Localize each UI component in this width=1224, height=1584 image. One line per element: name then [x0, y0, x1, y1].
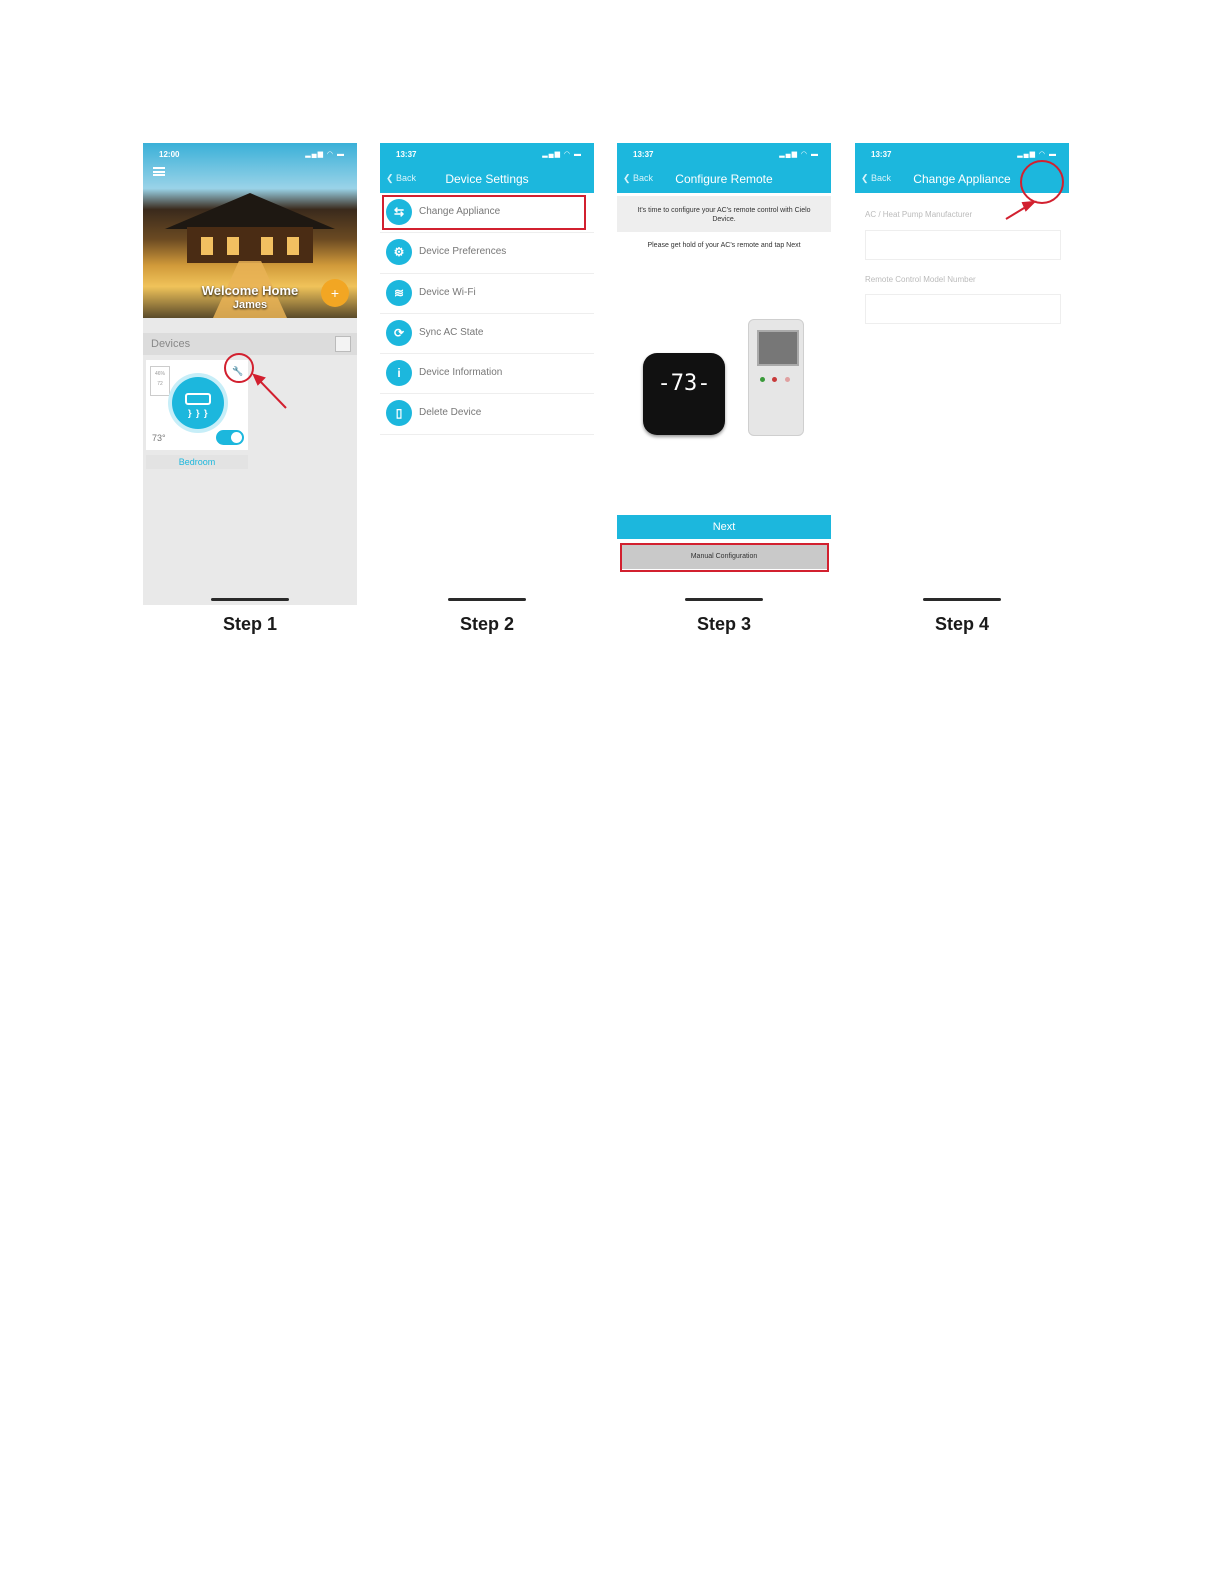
airflow-icon: } } }	[188, 408, 209, 418]
device-power-toggle[interactable]	[216, 430, 244, 445]
welcome-hero-image	[143, 143, 357, 318]
status-bar	[380, 143, 594, 165]
settings-item-label: Device Wi-Fi	[419, 286, 476, 298]
step3-label: Step 3	[696, 614, 752, 634]
settings-item-device-preferences[interactable]	[380, 233, 594, 273]
back-button[interactable]: ❮ Back	[861, 173, 892, 183]
back-button[interactable]: ❮ Back	[623, 173, 654, 183]
settings-item-device-wifi[interactable]	[380, 274, 594, 314]
devices-header-label: Devices	[151, 338, 191, 350]
settings-item-label: Sync AC State	[419, 326, 484, 338]
status-time: 13:37	[871, 150, 892, 159]
back-button[interactable]: ❮ Back	[386, 173, 417, 183]
info-icon: i	[386, 360, 412, 386]
home-indicator	[685, 598, 763, 601]
mini-thermostat-icon	[150, 366, 170, 396]
model-number-label: Remote Control Model Number	[865, 275, 976, 284]
wifi-icon: ≋	[386, 280, 412, 306]
status-time: 12:00	[159, 150, 180, 159]
home-indicator	[448, 598, 526, 601]
settings-item-device-information[interactable]	[380, 354, 594, 394]
status-icons: ▂▄▆ ◠ ▬	[1017, 151, 1057, 158]
remote-button-icon	[760, 377, 765, 382]
device-temperature: 73°	[152, 433, 166, 443]
ac-body-icon	[185, 393, 211, 405]
ac-unit-icon[interactable]	[172, 377, 224, 429]
sync-icon: ⟳	[386, 320, 412, 346]
next-button[interactable]: Next	[617, 515, 831, 539]
configure-info-box: It's time to configure your AC's remote control with Cielo Device.	[617, 196, 831, 232]
change-appliance-highlight-box	[382, 195, 586, 230]
hut-window	[201, 237, 213, 255]
page-title: Device Settings	[445, 172, 529, 186]
step1-label: Step 1	[222, 614, 278, 634]
navbar	[617, 143, 831, 193]
welcome-name: James	[232, 299, 268, 311]
configure-instruction: Please get hold of your AC's remote and tap Next	[647, 242, 801, 249]
hut-body	[187, 227, 313, 263]
page-title: Change Appliance	[913, 172, 1011, 186]
settings-item-label: Delete Device	[419, 407, 482, 419]
settings-item-label: Change Appliance	[419, 206, 501, 217]
hut-window	[261, 237, 273, 255]
status-icons: ▂▄▆ ◠ ▬	[542, 151, 582, 158]
devices-header	[143, 333, 357, 355]
step4-screen	[855, 143, 1069, 605]
status-bar	[617, 143, 831, 165]
gear-icon: ⚙	[386, 239, 412, 265]
settings-item-delete-device[interactable]	[380, 394, 594, 434]
hut-window	[227, 237, 239, 255]
back-label: Back	[871, 173, 892, 183]
home-indicator	[923, 598, 1001, 601]
model-number-field[interactable]	[865, 294, 1061, 324]
step2-label: Step 2	[459, 614, 515, 634]
mini-temp: 72	[157, 381, 163, 387]
devices-select-checkbox[interactable]	[335, 336, 351, 352]
save-corner-highlight-circle	[1020, 160, 1064, 204]
add-device-button[interactable]: +	[321, 279, 349, 307]
settings-item-sync-ac-state[interactable]	[380, 314, 594, 354]
back-label: Back	[633, 173, 654, 183]
status-bar	[143, 143, 357, 165]
device-name: Bedroom	[146, 455, 248, 469]
manufacturer-label: AC / Heat Pump Manufacturer	[865, 210, 973, 219]
back-label: Back	[396, 173, 417, 183]
settings-item-label: Device Information	[419, 367, 503, 379]
step3-screen	[617, 143, 831, 605]
manufacturer-field[interactable]	[865, 230, 1061, 260]
hut-roof	[165, 193, 335, 229]
navbar	[380, 143, 594, 193]
status-time: 13:37	[396, 150, 417, 159]
remote-button-icon	[772, 377, 777, 382]
home-indicator	[211, 598, 289, 601]
mini-humidity: 46%	[154, 371, 165, 377]
ac-remote-image	[748, 319, 804, 436]
remote-screen	[757, 330, 799, 366]
wrench-highlight-circle	[224, 353, 254, 383]
step4-label: Step 4	[934, 614, 990, 634]
welcome-title: Welcome Home	[201, 283, 299, 298]
hamburger-menu-icon[interactable]	[153, 167, 165, 176]
hut-window	[287, 237, 299, 255]
thermostat-display: -73-	[657, 371, 711, 396]
cielo-thermostat-image	[643, 353, 725, 435]
status-time: 13:37	[633, 150, 654, 159]
status-icons: ▂▄▆ ◠ ▬	[779, 151, 819, 158]
status-icons: ▂▄▆ ◠ ▬	[305, 151, 345, 158]
swap-icon: ⇆	[386, 199, 412, 225]
manual-configuration-highlight-box	[620, 543, 829, 572]
wrench-icon[interactable]: 🔧	[232, 366, 244, 376]
trash-icon: ▯	[386, 400, 412, 426]
page-title: Configure Remote	[675, 172, 773, 186]
remote-button-icon	[785, 377, 790, 382]
manual-configuration-button[interactable]: Manual Configuration	[621, 545, 827, 569]
settings-item-label: Device Preferences	[419, 246, 507, 258]
